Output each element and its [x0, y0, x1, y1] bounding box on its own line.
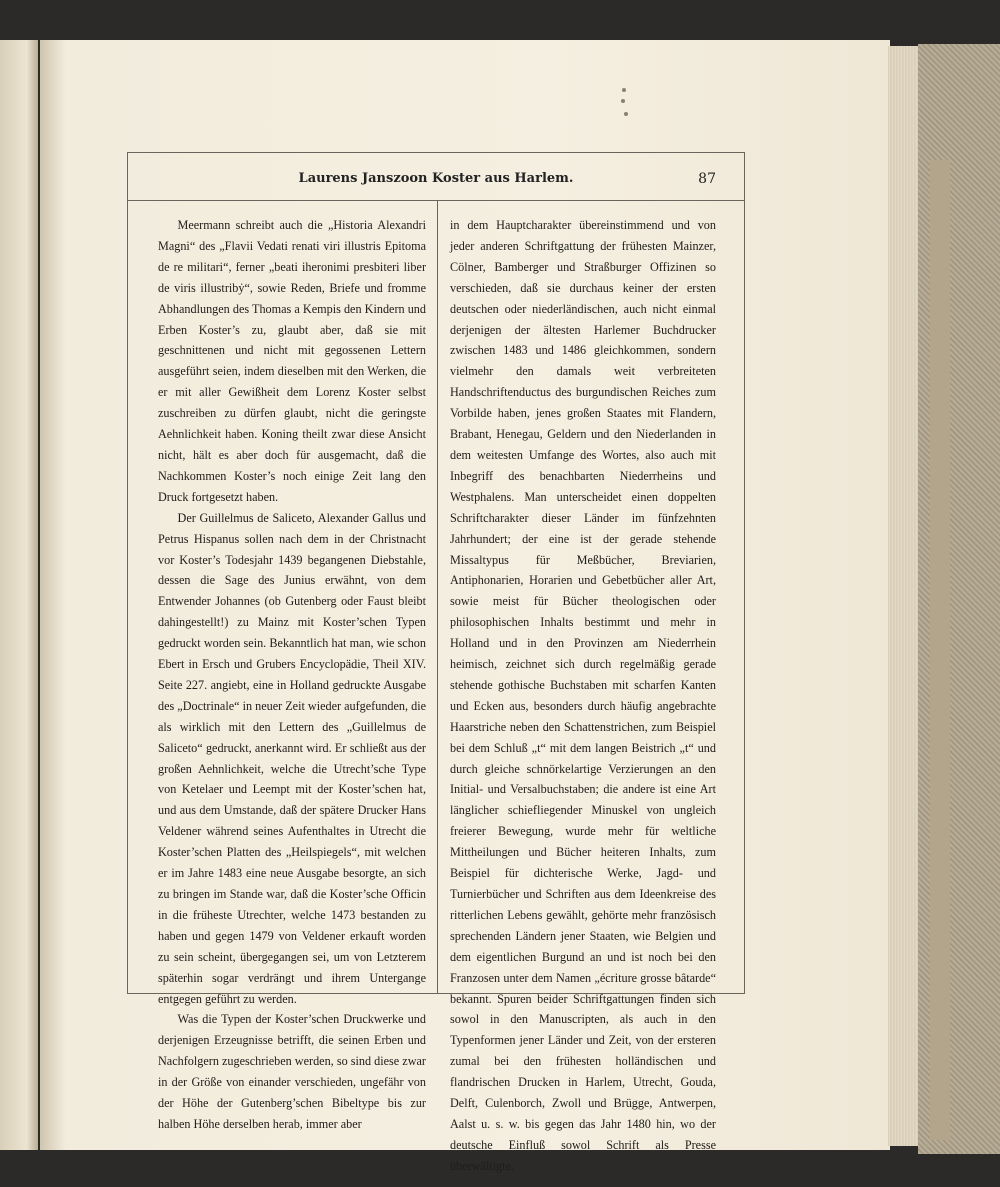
page-edges	[888, 46, 920, 1146]
left-page-edge	[0, 40, 38, 1150]
page-header	[128, 171, 744, 195]
paragraph: Der Guillelmus de Saliceto, Alexander Gallus und Petrus Hispanus sollen nach dem in der Christnacht vor Koster’s Todesjahr 1439 begangenen Diebstahle, dessen die Sage des Junius erwähnt, von dem Entwender Johannes (ob Gutenberg oder Faust bleibt dahingestellt!) zu Mainz mit Koster’schen Typen gedruckt worden sein. Bekanntlich hat man, wie schon Ebert in Ersch und Grubers Encyclopädie, Theil XIV. Seite 227. angiebt, eine in Holland gedruckte Ausgabe des „Doctrinale“ in neuer Zeit wieder aufgefunden, die als wirklich mit den Lettern des „Guillelmus de Saliceto“ gedruckt, anerkannt wird. Er schließt aus der großen Aehnlichkeit, welche die Utrecht’sche Type von Ketelaer und Leempt mit der Koster’schen hat, und aus dem Umstande, daß der spätere Drucker Hans Veldener während seines Aufenthaltes in Utrecht die Koster’schen Platten des „Heilspiegels“, mit welchen er im Jahre 1483 eine neue Ausgabe besorgte, an sich zu bringen im Stande war, daß die Koster’sche Officin in die früheste Utrechter, welche 1473 bestanden zu haben und gegen 1479 von Veldener erkauft worden zu sein scheint, übergegangen sei, um von Letzterem späterhin sogar verdrängt und ihrem Untergange entgegen geführt zu werden.	[158, 510, 427, 1006]
column-divider	[437, 201, 438, 993]
paragraph: Meermann schreibt auch die „Historia Alexandri Magni“ des „Flavii Vedati renati viri illustris Epitoma de re militari“, ferner „beati iheronimi presbiteri liber de viris illustribẏ“, sowie Reden, Briefe und fromme Abhandlungen des Thomas a Kempis den Kindern und Erben Koster’s zu, glaubt aber, daß sie mit geschnittenen und nicht mit gegossenen Lettern ausgeführt seien, indem dieselben mit den Werken, die er mit aller Gewißheit dem Lorenz Koster selbst zuschreiben zu dürfen glaubt, nicht die geringste Aehnlichkeit haben. Koning theilt zwar diese Ansicht nicht, hält es aber doch für ausgemacht, daß die Nachkommen Koster’s noch einige Zeit lang den Druck fortgesetzt haben.	[158, 218, 426, 504]
left-column	[158, 215, 426, 1135]
page-number: 87	[698, 171, 716, 187]
paragraph: Was die Typen der Koster’schen Druckwerke und derjenigen Erzeugnisse betrifft, die seinen Erben und Nachfolgern zugeschrieben werden, so sind diese zwar in der Größe von einander verschieden, ungefähr von der Höhe der Gutenberg’schen Bibeltype bis zur halben Höhe derselben herab, immer aber	[158, 1012, 426, 1131]
cover-band	[930, 160, 950, 1140]
text-frame	[127, 152, 745, 1173]
paragraph: in dem Hauptcharakter übereinstimmend und von jeder anderen Schriftgattung der frühesten Mainzer, Cölner, Bamberger und Straßburger Offizinen so verschieden, daß sie durchaus keiner der ersten deutschen oder niederländischen, auch nicht einmal derjenigen der ältesten Harlemer Buchdrucker zwischen 1483 und 1486 gleichkommen, sondern vielmehr den damals weit verbreiteten Handschriftenductus des burgundischen Reiches zum Vorbilde haben, jenes großen Staates mit Flandern, Brabant, Henegau, Geldern und den Niederlanden in dem weitesten Umfange des Wortes, also auch mit Inbegriff des benachbarten Niederrheins und Westphalens. Man unterscheidet einen doppelten Schriftcharakter dieser Länder im fünfzehnten Jahrhundert; der eine ist der gerade stehende Missaltypus für Meßbücher, Breviarien, Antiphonarien, Horarien und Gebetbücher aller Art, sowie meist für Bücher theologischen oder philosophischen Inhalts bestimmt und mehr in Holland und in den Provinzen am Niederrhein heimisch, zeichnet sich durch regelmäßig gerade stehende gothische Buchstaben mit scharfen Kanten und Ecken aus, besonders durch häufig angebrachte Haarstriche neben den Schattenstrichen, zum Beispiel bei dem Schluß „t“ mit dem langen Beistrich „t“ und durch gleiche schnörkelartige Verzierungen an den Initial- und Versalbuchstaben; die andere ist eine Art länglicher schiefliegender Minuskel von ungleich freierer Bewegung, wurde mehr für weltliche Mittheilungen und Bücher heiteren Inhalts, zum Beispiel für dichterische Werke, Jagd- und Turnierbücher und Schriften aus dem Ideenkreise des ritterlichen Lebens gewählt, gehörte mehr französisch sprechenden Ländern jener Staaten, wie Belgien und dem eigentlichen Burgund an und ist noch bei den Franzosen unter dem Namen „écriture grosse bâtarde“ bekannt. Spuren beider Schriftgattungen finden sich sowol in den Manuscripten, als auch in den Typenformen jener Länder und Zeit, von der ersteren zumal bei den frühesten holländischen und flandrischen Drucken in Harlem, Utrecht, Gouda, Delft, Culenborch, Zwoll und Brügge, Antwerpen, Aalst u. s. w. bis gegen das Jahr 1480 hin, wo der deutsche Einfluß sowol Schrift als Presse überwältigte.	[450, 218, 716, 1173]
running-title: Laurens Janszoon Koster aus Harlem.	[298, 171, 574, 186]
paper-blemish	[622, 88, 626, 92]
header-rule	[128, 200, 744, 201]
paper-blemish	[624, 112, 628, 116]
paper-blemish	[621, 99, 625, 103]
right-column	[450, 215, 716, 1177]
